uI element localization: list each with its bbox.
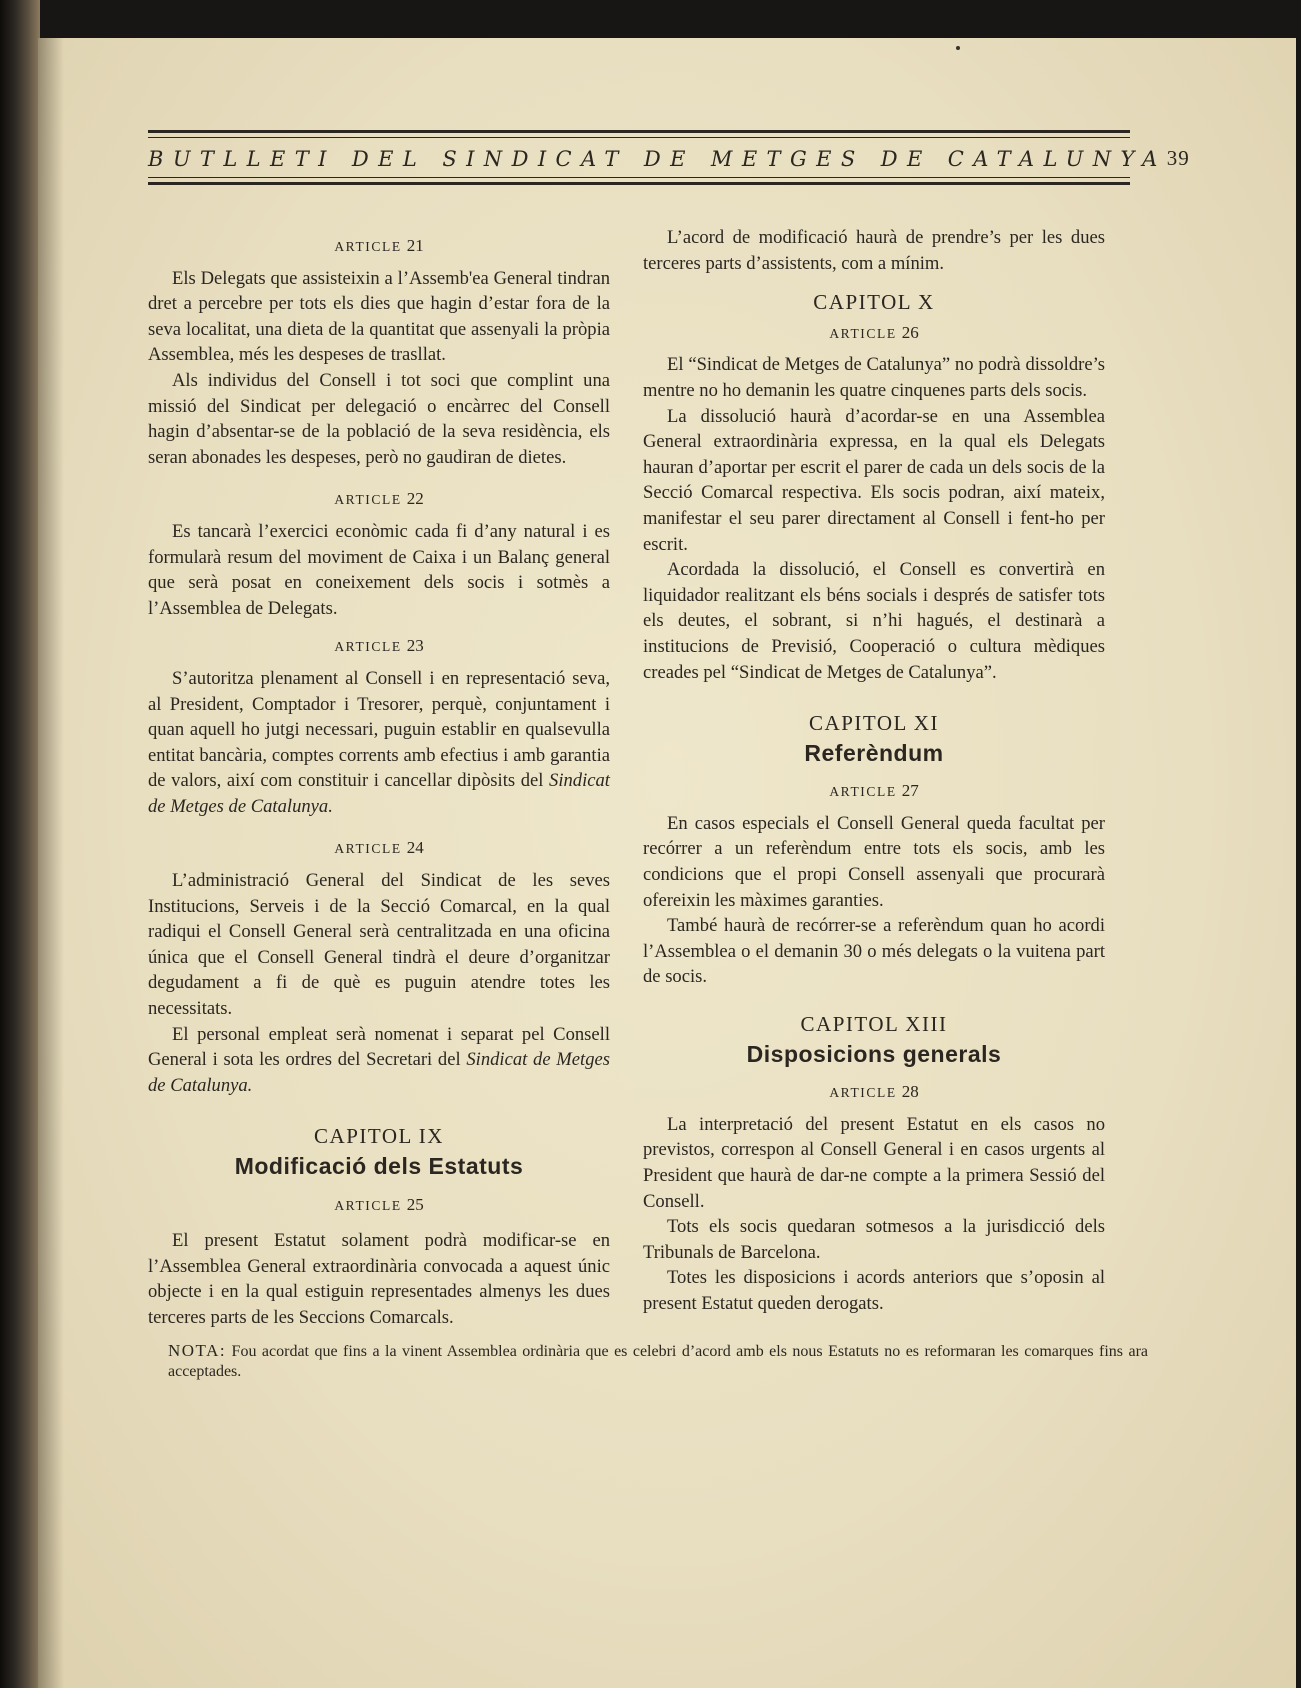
footnote-text: Fou acordat que fins a la vinent Assemblea ordinària que es celebri d’acord amb els nous Estatuts no es reformaran les comarques fins ara acceptades. (168, 1343, 1149, 1380)
paragraph: La interpretació del present Estatut en els casos no previstos, correspon al Consell General i en casos urgents al President que haurà de dar-ne compte a la primera Sessió del Consell. (643, 1113, 1105, 1212)
paragraph: Es tancarà l’exercici econòmic cada fi d’any natural i es formularà resum del moviment de Caixa i un Balanç general que serà posat en coneixement dels socis i sotmès a l’Assemblea de Delegats. (148, 520, 610, 619)
article-heading: ARTICLE 25 (334, 1194, 424, 1214)
paragraph: L’administració General del Sindicat de les seves Institucions, Serveis i de la Secció Comarcal, en la qual radiqui el Consell General serà centralitzada en una oficina única que el Consell General tindrà el deure d’organitzar degudament a fi de què es puguin atendre totes les necessitats. (148, 870, 610, 1020)
chapter-heading: Disposicions generals (746, 1040, 1002, 1067)
footnote (168, 1341, 1148, 1382)
paragraph: L’acord de modificació haurà de prendre’s per les dues terceres parts d’assistents, com a mínim. (643, 227, 1105, 274)
article-heading: ARTICLE 22 (334, 489, 424, 509)
chapter-title: CAPITOL IX (314, 1124, 444, 1149)
page-number: 39 (1166, 146, 1190, 170)
paragraph: En casos especials el Consell General queda facultat per recórrer a un referèndum entre tots els socis, amb les condicions que el propi Consell assenyali que procurarà ofereixin les màximes garanties. (643, 812, 1105, 911)
paragraph: La dissolució haurà d’acordar-se en una Assemblea General extraordinària expressa, en la qual els Delegats hauran d’aportar per escrit el parer de cada un dels socis de la Secció Comarcal respectiva. Els socis podran, així mateix, manifestar el seu parer directament al Consell i fent-ho per escrit. (643, 405, 1105, 555)
book-spine (0, 0, 40, 1688)
paragraph: Totes les disposicions i acords anteriors que s’oposin al present Estatut queden derogats. (643, 1267, 1105, 1314)
article-heading: ARTICLE 27 (829, 781, 919, 801)
chapter-title: CAPITOL XI (809, 711, 939, 736)
chapter-title: CAPITOL XIII (800, 1012, 948, 1037)
running-header (148, 130, 1190, 185)
right-column (643, 221, 1105, 1317)
paragraph: Tots els socis quedaran sotmesos a la jurisdicció dels Tribunals de Barcelona. (643, 1216, 1105, 1263)
left-column (148, 221, 610, 1331)
paragraph: Als individus del Consell i tot soci que complint una missió del Sindicat per delegació o encàrrec del Consell hagin d’absentar-se de la població de la seva residència, els seran abonades les despeses, però no gaudiran de dietes. (148, 369, 610, 468)
article-heading: ARTICLE 21 (334, 236, 424, 255)
article-heading: ARTICLE 24 (334, 838, 424, 858)
chapter-heading: Referèndum (804, 739, 944, 766)
footnote-label: NOTA: (168, 1341, 227, 1360)
paragraph: El “Sindicat de Metges de Catalunya” no podrà dissoldre’s mentre no ho demanin les quatre cinquenes parts dels socis. (643, 354, 1105, 401)
header-bottom-rule (148, 177, 1130, 185)
article-heading: ARTICLE 23 (334, 636, 424, 656)
page-speck (956, 46, 960, 50)
journal-title: BUTLLETI DEL SINDICAT DE METGES DE CATALUNYA (148, 146, 1167, 171)
paragraph: També haurà de recórrer-se a referèndum quan ho acordi l’Assemblea o el demanin 30 o més delegats o la vuitena part de socis. (643, 915, 1105, 988)
header-top-rule (148, 130, 1130, 138)
page-gutter-shadow (38, 38, 64, 1688)
paragraph: Els Delegats que assisteixin a l’Assemb'ea General tindran dret a percebre per tots els dies que hagin d’estar fora de la seva localitat, una dieta de la quantitat que assenyali la pròpia Assemblea, més les despeses de trasllat. (148, 267, 610, 366)
paragraph: El present Estatut solament podrà modificar-se en l’Assemblea General extraordinària convocada a aquest únic objecte i en la qual estiguin representades almenys les dues terceres parts de les Seccions Comarcals. (148, 1230, 610, 1328)
paragraph: Acordada la dissolució, el Consell es convertirà en liquidador realitzant els béns socials i després de satisfer tots els deutes, el sobrant, si n’hi hagués, el destinarà a institucions de Previsió, Cooperació o cultura mèdiques creades pel “Sindicat de Metges de Catalunya”. (643, 559, 1105, 683)
paragraph: S’autoritza plenament al Consell i en representació seva, al President, Comptador i Tresorer, perquè, conjuntament i quan aquell ho jutgi necessari, puguin establir en qualsevulla entitat bancària, comptes corrents amb efectius i amb garantia de valors, així com constituir i cancellar dipòsits del Sindicat de Metges de Catalunya. (148, 667, 610, 817)
article-heading: ARTICLE 26 (829, 322, 919, 342)
chapter-title: CAPITOL X (813, 290, 935, 315)
chapter-heading: Modificació dels Estatuts (234, 1153, 524, 1179)
document-page (38, 38, 1296, 1688)
paragraph: El personal empleat serà nomenat i separat pel Consell General i sota les ordres del Secretari del Sindicat de Metges de Catalunya. (148, 1023, 610, 1096)
article-heading: ARTICLE 28 (829, 1082, 919, 1102)
